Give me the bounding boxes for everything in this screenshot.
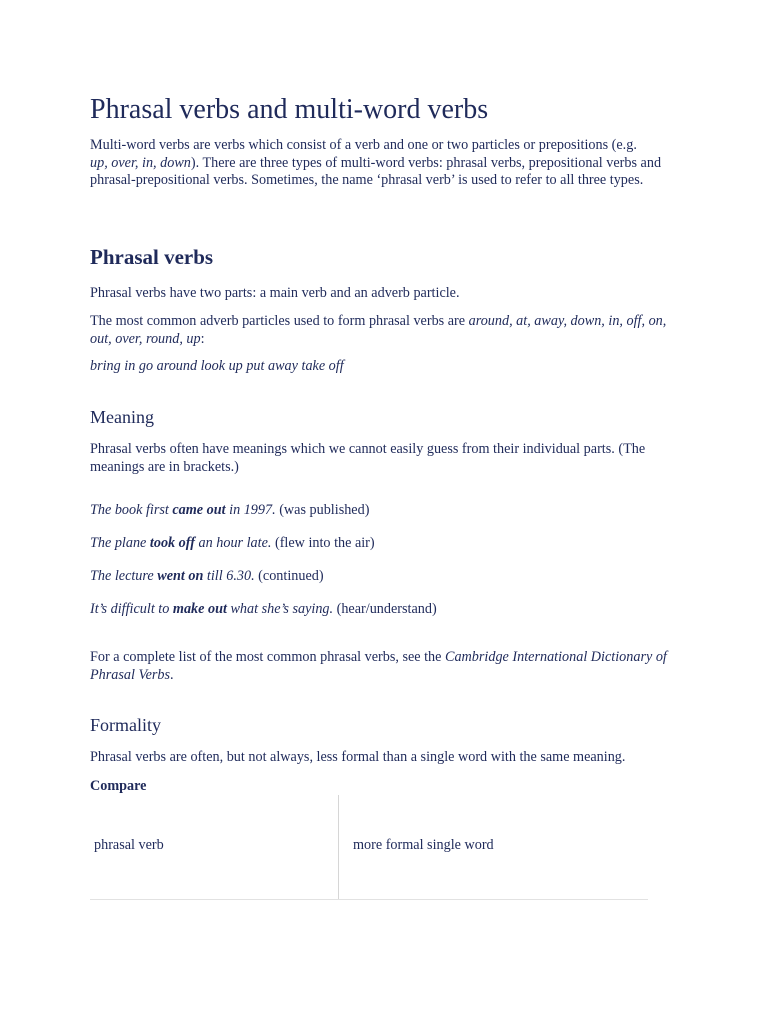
- example-gloss: (flew into the air): [271, 535, 375, 551]
- reference-book-title: Cambridge International Dictionary of Phrasal Verbs: [90, 649, 667, 683]
- phrasal-examples-text: bring in go around look up put away take off: [90, 358, 344, 374]
- particles-intro: The most common adverb particles used to form phrasal verbs are: [90, 313, 466, 329]
- compare-table: [90, 795, 648, 900]
- example-verb: came out: [172, 502, 226, 518]
- example-sentence: [90, 502, 680, 520]
- reference-text: For a complete list of the most common phrasal verbs, see the: [90, 649, 445, 665]
- meaning-paragraph: Phrasal verbs often have meanings which we cannot easily guess from their individual parts. (The meanings are in brackets.): [90, 441, 646, 475]
- table-header-phrasal-verb: phrasal verb: [94, 837, 164, 853]
- intro-paragraph: [90, 137, 680, 190]
- intro-text-1: Multi-word verbs are verbs which consist of a verb and one or two particles or prepositions (e.g.: [90, 137, 637, 153]
- reference-paragraph: [90, 649, 680, 684]
- example-sentence: [90, 568, 680, 586]
- phrasal-paragraph-1: Phrasal verbs have two parts: a main verb and an adverb particle.: [90, 285, 460, 301]
- example-post: till 6.30.: [203, 568, 255, 584]
- heading-meaning: Meaning: [90, 407, 154, 427]
- example-sentence: [90, 535, 680, 553]
- compare-label: Compare: [90, 778, 147, 794]
- heading-phrasal-verbs: Phrasal verbs: [90, 245, 214, 269]
- example-pre: It’s difficult to: [90, 601, 173, 617]
- intro-text-2: ). There are three types of multi-word verbs: phrasal verbs, prepositional verbs and phrasal-prepositional verbs. Sometimes, the name ‘phrasal verb’ is used to refer to all three types.: [90, 154, 662, 189]
- example-verb: went on: [157, 568, 204, 584]
- example-verb: took off: [149, 535, 195, 551]
- heading-formality: Formality: [90, 715, 161, 735]
- table-header-formal-word: more formal single word: [353, 837, 494, 853]
- intro-examples: up, over, in, down: [90, 154, 191, 171]
- particles-list: around, at, away, down, in, off, on, out, over, round, up: [90, 313, 667, 347]
- formality-paragraph: Phrasal verbs are often, but not always, less formal than a single word with the same meaning.: [90, 749, 626, 765]
- example-pre: The lecture: [90, 568, 158, 584]
- particles-end: :: [200, 330, 205, 347]
- table-column-divider: [338, 795, 339, 899]
- example-pre: The plane: [90, 535, 150, 551]
- example-post: what she’s saying.: [226, 601, 334, 617]
- example-verb: make out: [172, 601, 227, 617]
- example-pre: The book first: [90, 502, 173, 518]
- phrasal-examples: [90, 358, 680, 376]
- reference-end: .: [170, 666, 174, 683]
- example-post: an hour late.: [194, 535, 272, 551]
- page-title: Phrasal verbs and multi-word verbs: [90, 94, 489, 125]
- example-gloss: (continued): [254, 568, 324, 584]
- example-post: in 1997.: [225, 502, 276, 518]
- example-gloss: (was published): [275, 502, 370, 518]
- example-sentence: [90, 601, 680, 619]
- example-gloss: (hear/understand): [333, 601, 437, 617]
- phrasal-paragraph-2: [90, 313, 680, 348]
